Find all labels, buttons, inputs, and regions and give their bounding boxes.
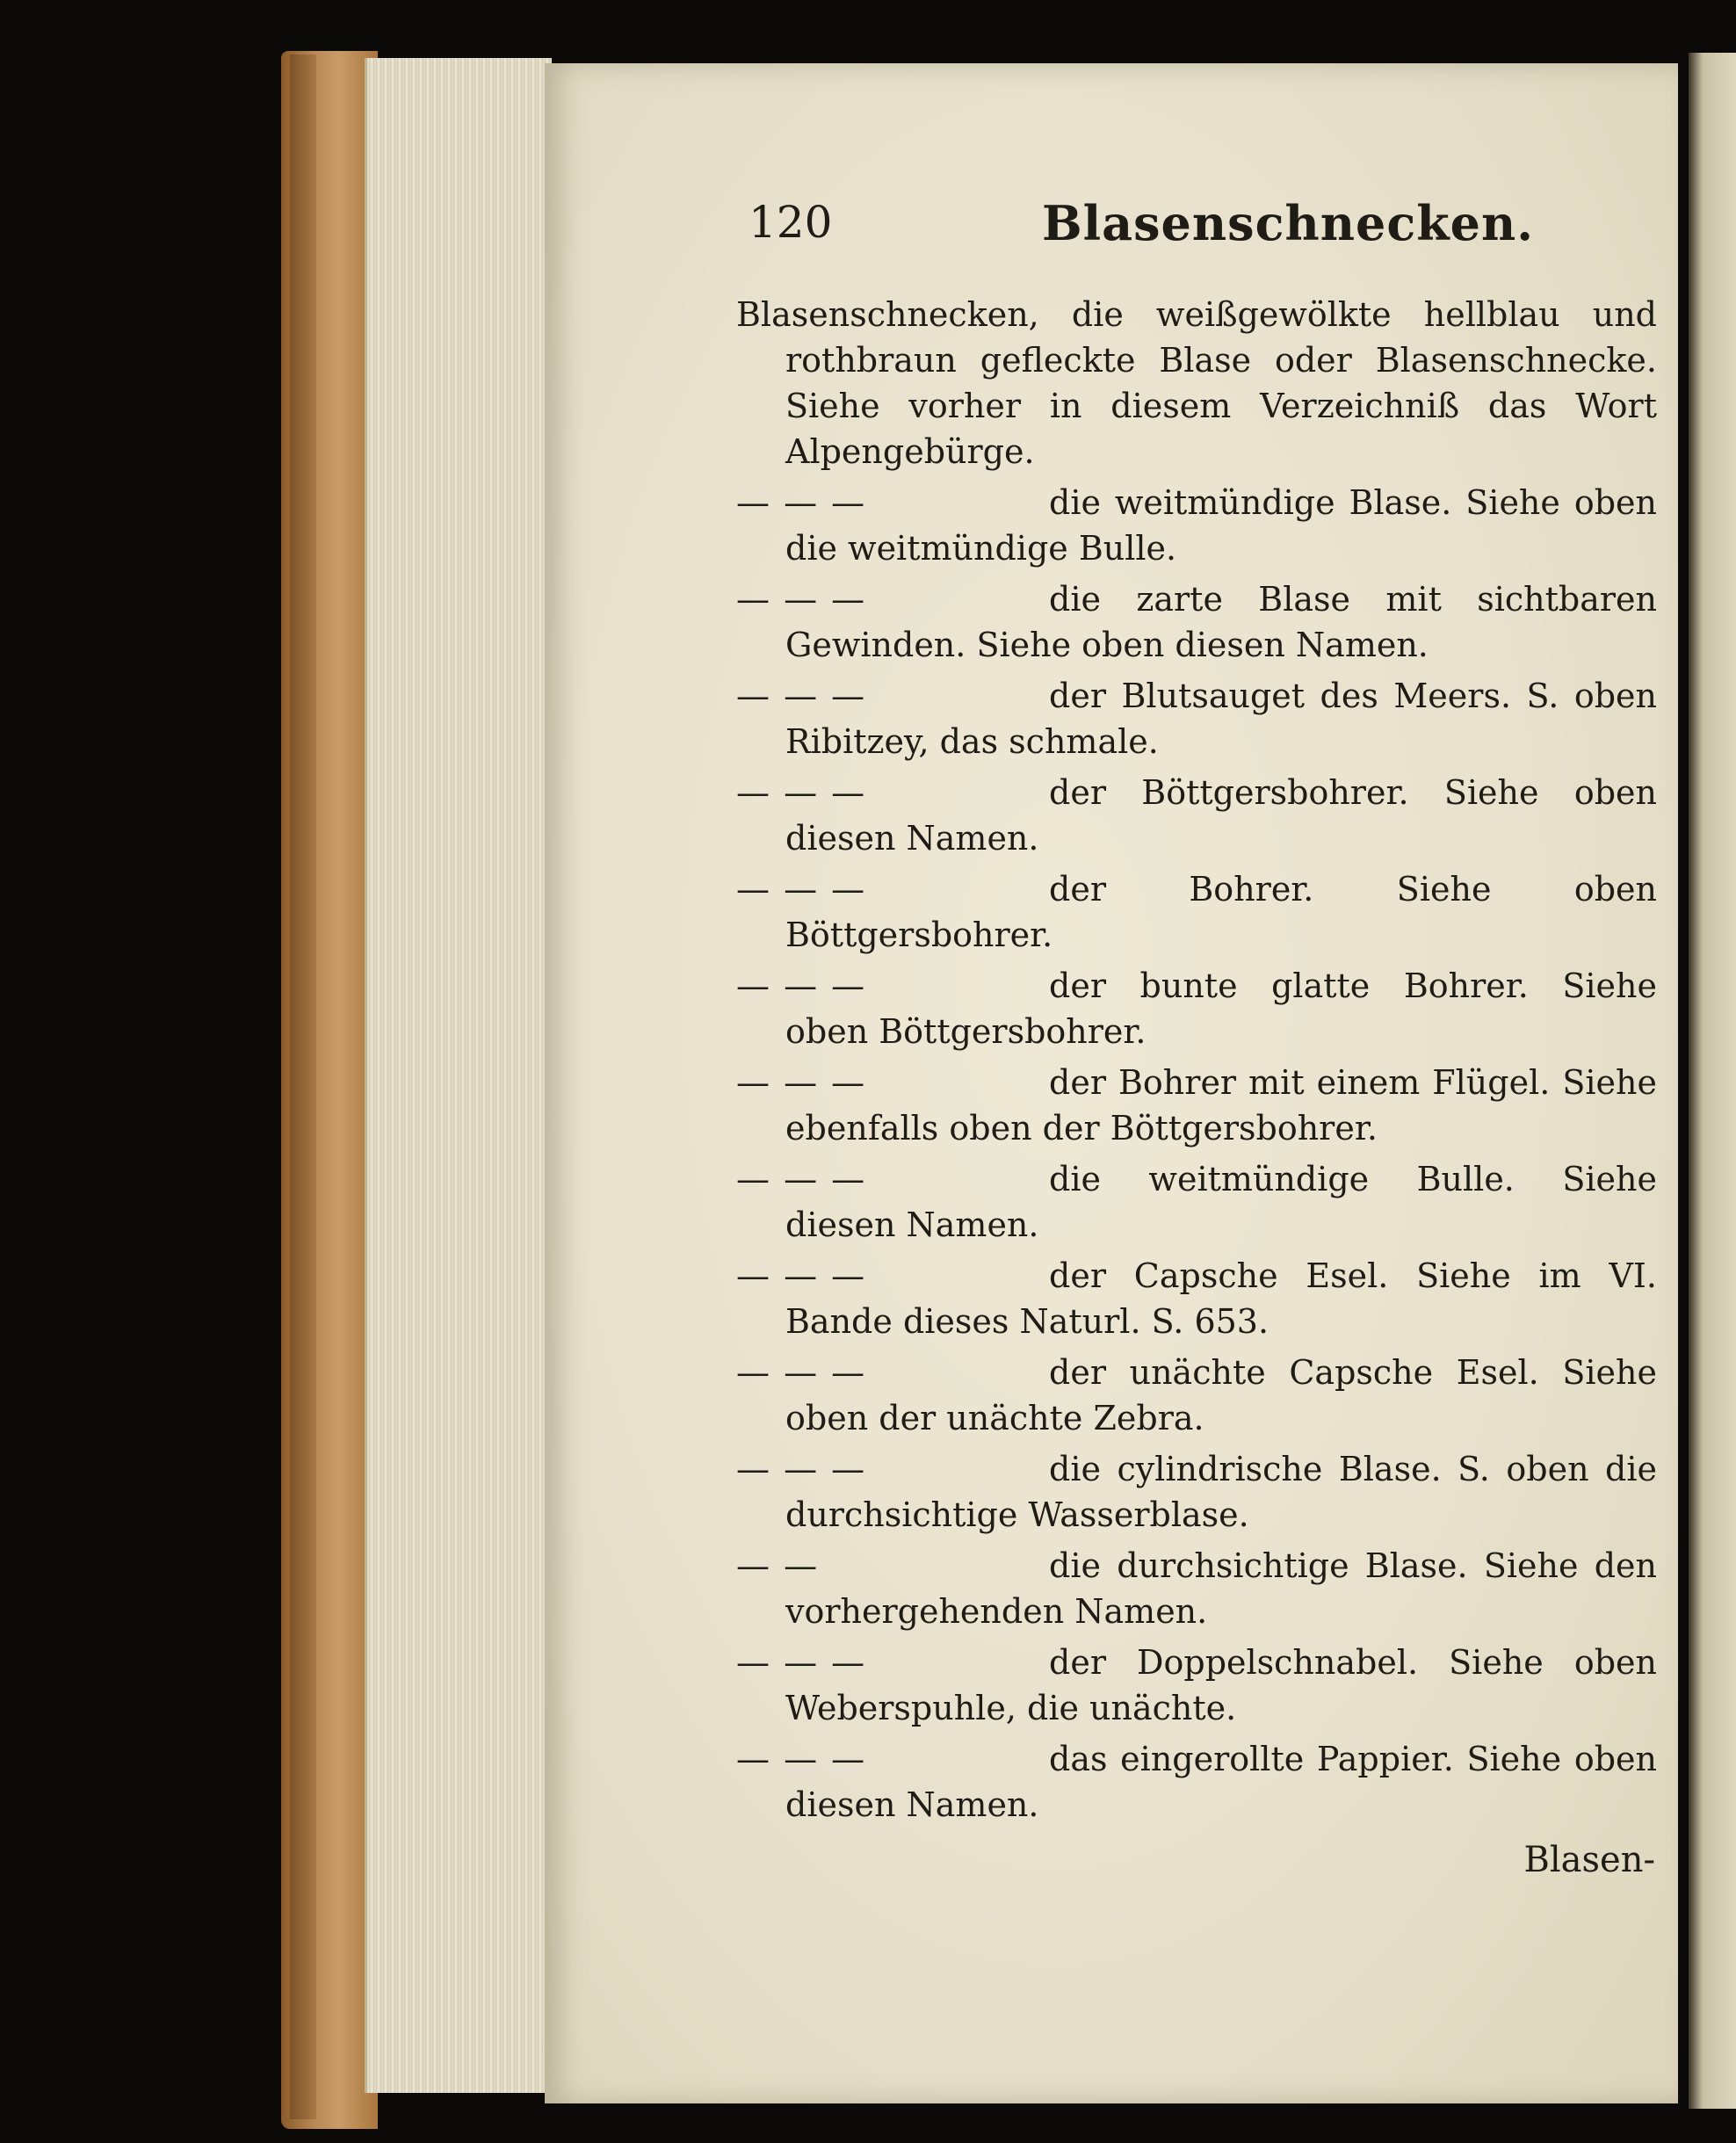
ditto-dashes: — — — — [736, 580, 867, 619]
list-item — [736, 292, 1657, 474]
list-item — [736, 673, 1657, 764]
ditto-dashes: — — — — [736, 967, 867, 1005]
entry-list — [736, 292, 1657, 1828]
ditto-dashes: — — — — [736, 483, 867, 522]
entry-text: der Böttgersbohrer. Siehe oben diesen Namen. — [785, 773, 1657, 858]
list-item — [736, 1060, 1657, 1151]
list-item — [736, 576, 1657, 668]
list-item — [736, 480, 1657, 571]
entry-text: der Blutsauget des Meers. S. oben Ribitzey, das schmale. — [785, 677, 1657, 761]
entry-text: die durchsichtige Blase. Siehe den vorhergehenden Namen. — [785, 1546, 1657, 1631]
entry-text: der Bohrer mit einem Flügel. Siehe ebenfalls oben der Böttgersbohrer. — [785, 1063, 1657, 1148]
entry-text: die zarte Blase mit sichtbaren Gewinden. Siehe oben diesen Namen. — [785, 580, 1657, 664]
page-number: 120 — [749, 197, 833, 248]
entry-text: die cylindrische Blase. S. oben die durchsichtige Wasserblase. — [785, 1450, 1657, 1534]
ditto-dashes: — — — — [736, 870, 867, 909]
entry-text: der Bohrer. Siehe oben Böttgersbohrer. — [785, 870, 1657, 954]
entry-text: der Capsche Esel. Siehe im VI. Bande dieses Naturl. S. 653. — [785, 1256, 1657, 1341]
ditto-dashes: — — — — [736, 1256, 867, 1295]
catchword: Blasen- — [1523, 1840, 1655, 1880]
list-item — [736, 866, 1657, 958]
entry-text: der bunte glatte Bohrer. Siehe oben Böttgersbohrer. — [785, 967, 1657, 1051]
ditto-dashes: — — — — [736, 773, 867, 812]
ditto-dashes: — — — — [736, 1740, 867, 1778]
list-item — [736, 963, 1657, 1054]
entry-text: der unächte Capsche Esel. Siehe oben der unächte Zebra. — [785, 1353, 1657, 1437]
page-stack — [365, 58, 552, 2093]
list-item — [736, 1253, 1657, 1344]
ditto-dashes: — — — — [736, 1643, 867, 1682]
ditto-dashes: — — — — [736, 1353, 867, 1392]
list-item — [736, 1446, 1657, 1538]
cover-shadow — [290, 54, 316, 2119]
list-item — [736, 770, 1657, 861]
list-item — [736, 1736, 1657, 1828]
ditto-dashes: — — — — [736, 1450, 867, 1488]
list-item — [736, 1543, 1657, 1634]
entry-text: die weitmündige Blase. Siehe oben die weitmündige Bulle. — [785, 483, 1657, 568]
entry-text: das eingerollte Pappier. Siehe oben diesen Namen. — [785, 1740, 1657, 1824]
facing-page-edge — [1689, 53, 1736, 2109]
entry-text: der Doppelschnabel. Siehe oben Weberspuhle, die unächte. — [785, 1643, 1657, 1727]
page-header — [736, 190, 1657, 267]
ditto-dashes: — — — [736, 1546, 820, 1585]
entry-text: Blasenschnecken, die weißgewölkte hellblau und rothbraun gefleckte Blase oder Blasenschnecke. Siehe vorher in diesem Verzeichniß das Wort Alpengebürge. — [736, 295, 1657, 471]
ditto-dashes: — — — — [736, 677, 867, 715]
list-item — [736, 1350, 1657, 1441]
ditto-dashes: — — — — [736, 1160, 867, 1198]
entry-text: die weitmündige Bulle. Siehe diesen Namen. — [785, 1160, 1657, 1244]
page-content — [736, 190, 1657, 1880]
running-head: Blasenschnecken. — [1042, 195, 1535, 251]
list-item — [736, 1156, 1657, 1248]
list-item — [736, 1640, 1657, 1731]
ditto-dashes: — — — — [736, 1063, 867, 1102]
